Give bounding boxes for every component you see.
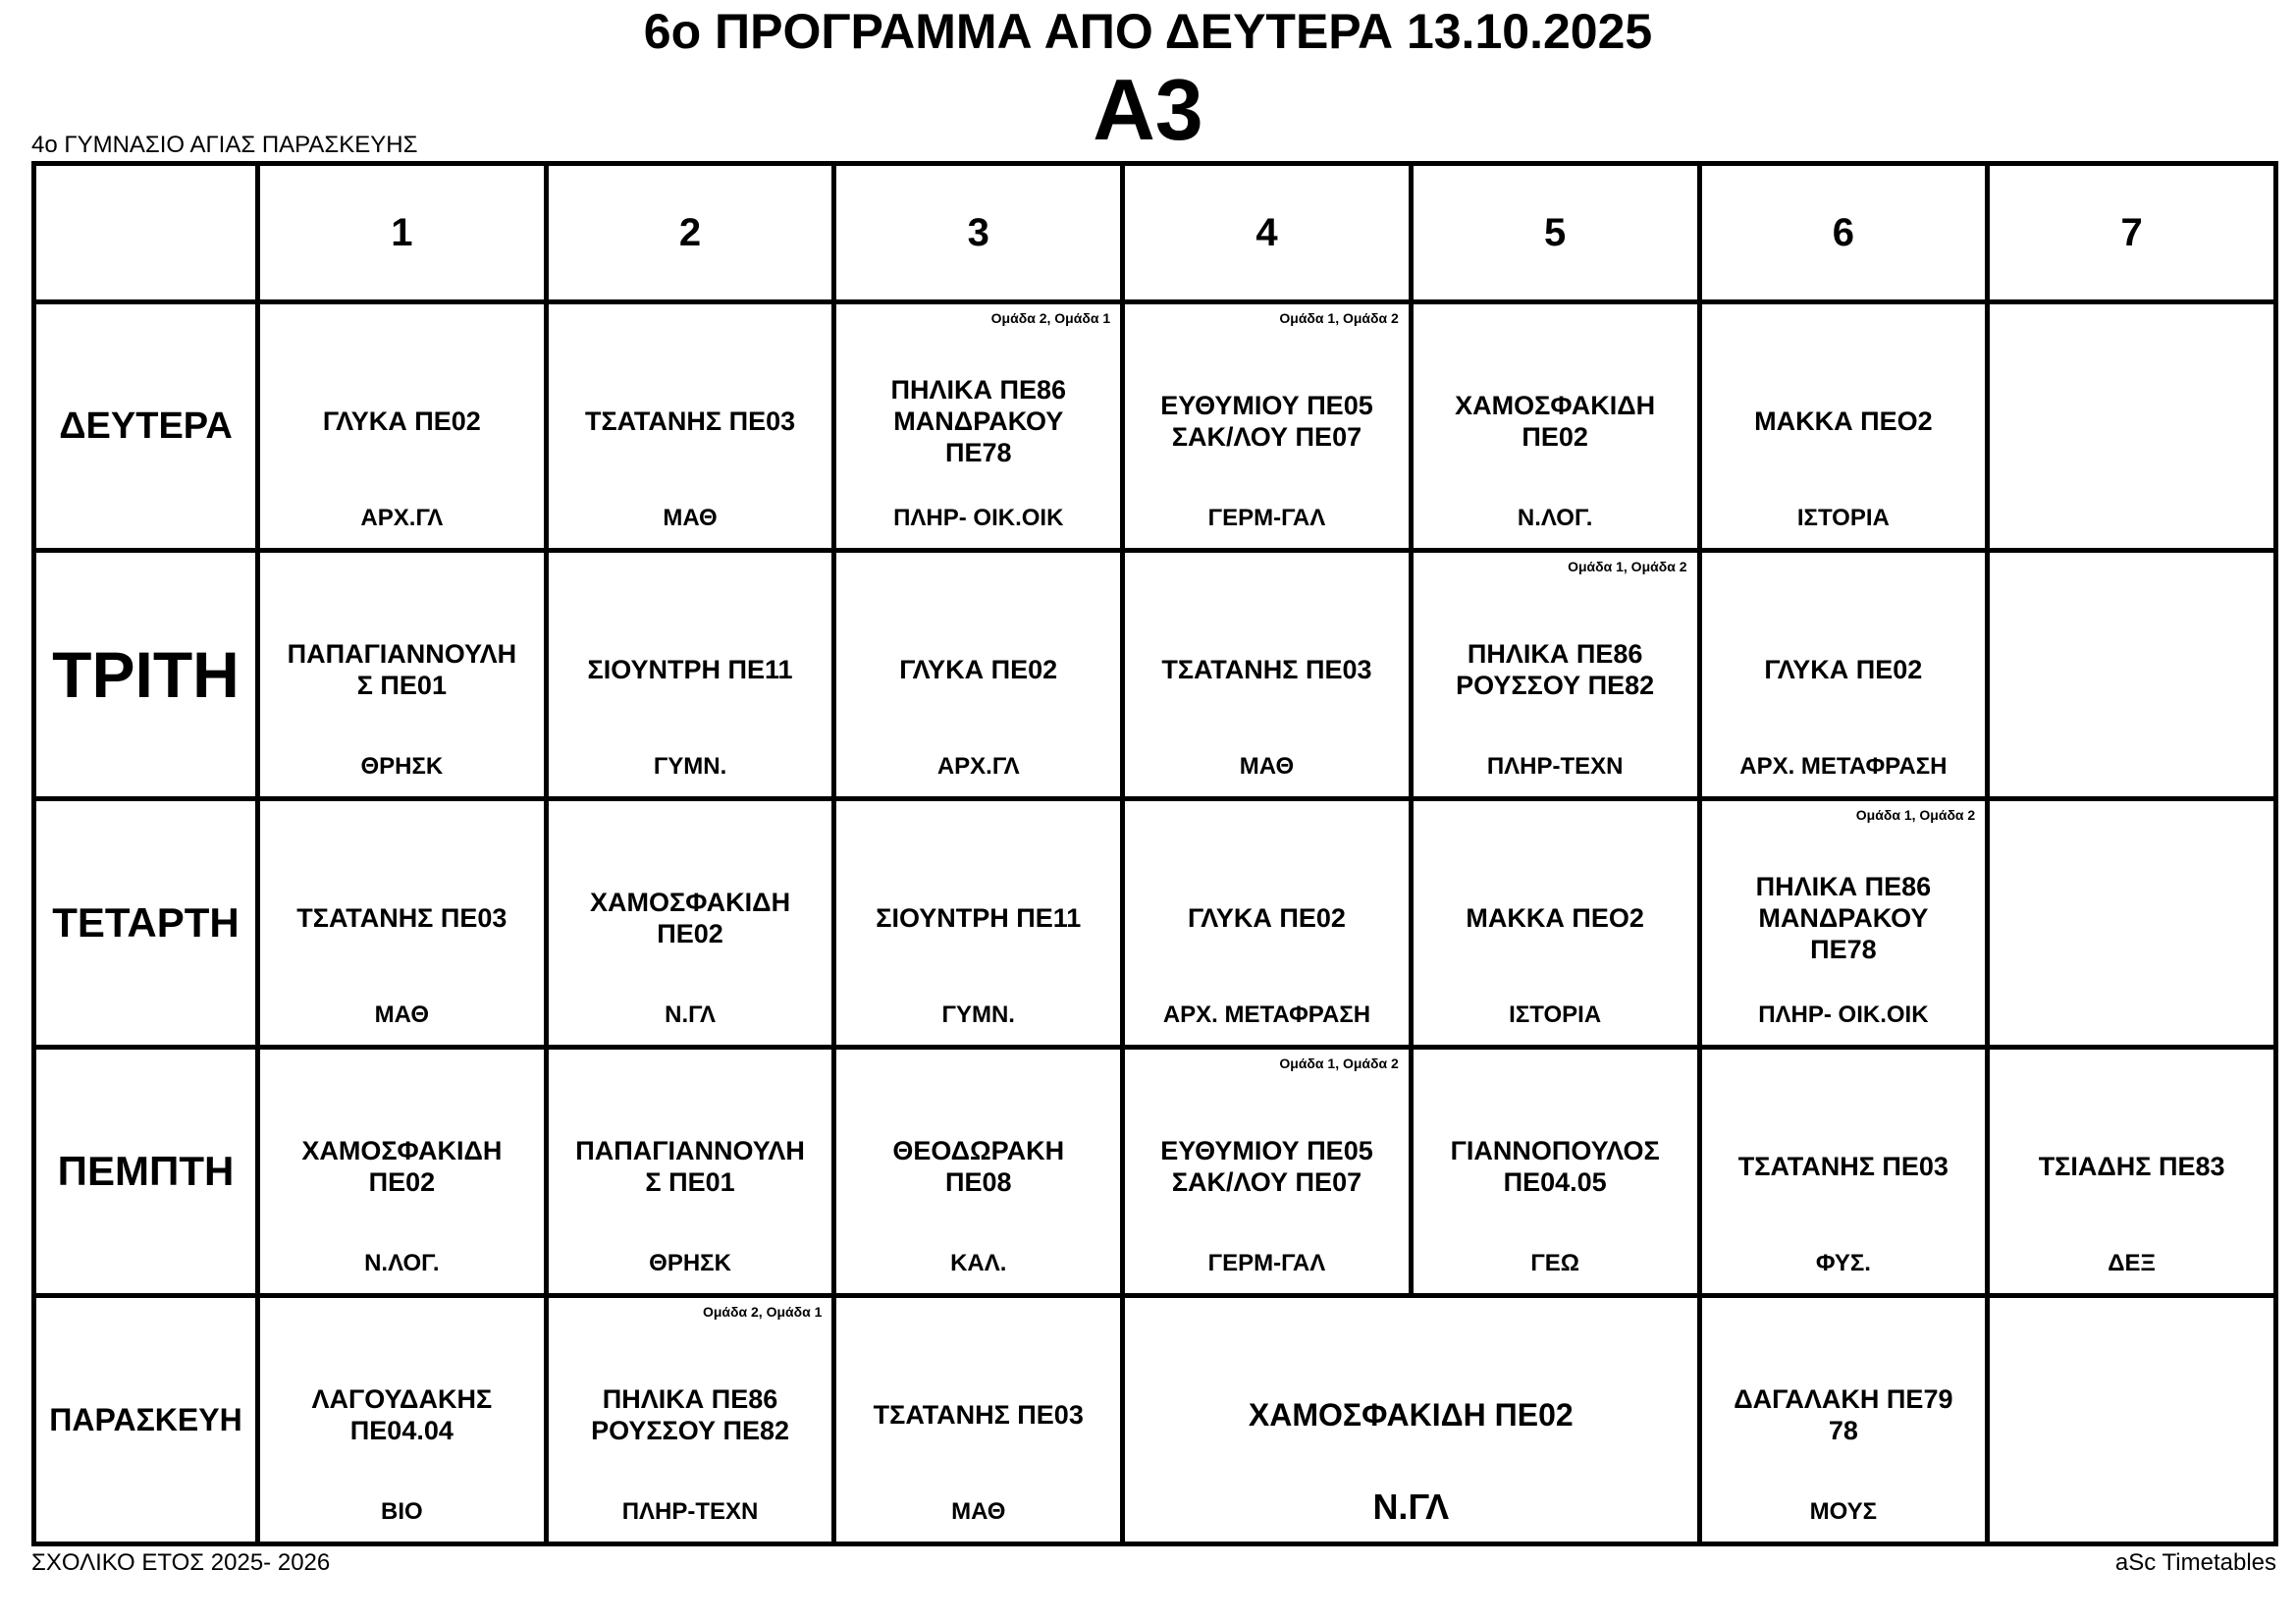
period-header: 6: [1699, 164, 1988, 302]
day-label: ΔΕΥΤΕΡΑ: [34, 302, 258, 551]
teacher-name: ΜΑΚΚΑ ΠΕΟ2: [1754, 406, 1933, 437]
teacher-name: [1994, 1366, 2269, 1463]
lesson-cell: [834, 302, 1123, 551]
subject-name: ΓΥΜΝ.: [941, 1001, 1015, 1028]
school-year: ΣΧΟΛΙΚΟ ΕΤΟΣ 2025- 2026: [31, 1549, 331, 1576]
lesson-cell: [1988, 799, 2276, 1048]
lesson-cell: [1699, 1048, 1988, 1296]
lesson-cell: [258, 799, 547, 1048]
day-row: [34, 799, 2276, 1048]
group-label: Ομάδα 1, Ομάδα 2: [1855, 807, 1976, 823]
teacher-name: ΤΣΑΤΑΝΗΣ ΠΕ03: [1737, 1152, 1949, 1182]
subject-name: ΓΕΩ: [1530, 1250, 1579, 1276]
subject-name: ΓΕΡΜ-ΓΑΛ: [1207, 1250, 1326, 1276]
teacher-name: ΜΑΚΚΑ ΠΕΟ2: [1466, 903, 1644, 934]
subject-name: Ν.ΓΛ: [665, 1001, 716, 1028]
lesson-cell: [1123, 1296, 1699, 1544]
class-name: Α3: [1093, 61, 1203, 158]
subject-name: ΙΣΤΟΡΙΑ: [1509, 1001, 1602, 1028]
subject-name: ΦΥΣ.: [1815, 1250, 1871, 1276]
subject-name: ΔΕΞ: [2108, 1250, 2156, 1276]
day-label: ΤΕΤΑΡΤΗ: [34, 799, 258, 1048]
lesson-cell: [1699, 551, 1988, 799]
teacher-name: ΓΛΥΚΑ ΠΕ02: [1188, 903, 1346, 934]
day-label: ΠΕΜΠΤΗ: [34, 1048, 258, 1296]
subject-name: ΑΡΧ. ΜΕΤΑΦΡΑΣΗ: [1739, 753, 1948, 780]
lesson-cell: [258, 302, 547, 551]
subject-name: ΠΛΗΡ-ΤΕΧΝ: [621, 1498, 759, 1525]
teacher-name: ΤΣΑΤΑΝΗΣ ΠΕ03: [584, 406, 796, 437]
teacher-name: ΠΗΛΙΚΑ ΠΕ86 ΡΟΥΣΣΟΥ ΠΕ82: [591, 1384, 790, 1446]
teacher-name: ΤΣΑΤΑΝΗΣ ΠΕ03: [296, 903, 507, 934]
software-credit: aSc Timetables: [2114, 1549, 2276, 1576]
group-label: Ομάδα 1, Ομάδα 2: [1568, 559, 1687, 574]
lesson-cell: [834, 1296, 1123, 1544]
teacher-name: [1994, 372, 2269, 469]
teacher-name: ΓΛΥΚΑ ΠΕ02: [322, 406, 481, 437]
lesson-cell: [1699, 799, 1988, 1048]
teacher-name: [1994, 621, 2269, 718]
teacher-name: ΓΙΑΝΝΟΠΟΥΛΟΣ ΠΕ04.05: [1450, 1136, 1660, 1198]
teacher-name: ΠΗΛΙΚΑ ΠΕ86 ΜΑΝΔΡΑΚΟΥ ΠΕ78: [890, 375, 1067, 468]
day-row: [34, 1048, 2276, 1296]
teacher-name: ΧΑΜΟΣΦΑΚΙΔΗ ΠΕ02: [1248, 1397, 1574, 1434]
teacher-name: ΣΙΟΥΝΤΡΗ ΠΕ11: [876, 903, 1082, 934]
teacher-name: ΧΑΜΟΣΦΑΚΙΔΗ ΠΕ02: [1455, 391, 1656, 453]
teacher-name: ΕΥΘΥΜΙΟΥ ΠΕ05 ΣΑΚ/ΛΟΥ ΠΕ07: [1160, 1136, 1373, 1198]
group-label: Ομάδα 1, Ομάδα 2: [1279, 310, 1399, 326]
period-header: 5: [1411, 164, 1699, 302]
day-row: [34, 551, 2276, 799]
lesson-cell: [546, 302, 834, 551]
subject-name: ΘΡΗΣΚ: [360, 753, 444, 780]
lesson-cell: [258, 551, 547, 799]
teacher-name: ΛΑΓΟΥΔΑΚΗΣ ΠΕ04.04: [311, 1384, 493, 1446]
lesson-cell: [1123, 302, 1412, 551]
subject-name: ΠΛΗΡ- ΟΙΚ.ΟΙΚ: [1758, 1001, 1929, 1028]
group-label: Ομάδα 1, Ομάδα 2: [1279, 1055, 1399, 1071]
subject-name: Ν.ΓΛ: [1372, 1487, 1450, 1527]
group-label: Ομάδα 2, Ομάδα 1: [990, 310, 1111, 326]
subject-name: ΒΙΟ: [381, 1498, 423, 1525]
subject-name: Ν.ΛΟΓ.: [1517, 505, 1593, 531]
lesson-cell: [1411, 799, 1699, 1048]
lesson-cell: [258, 1296, 547, 1544]
lesson-cell: [1411, 551, 1699, 799]
period-header: 2: [546, 164, 834, 302]
school-name: 4ο ΓΥΜΝΑΣΙΟ ΑΓΙΑΣ ΠΑΡΑΣΚΕΥΗΣ: [31, 132, 418, 158]
teacher-name: ΠΑΠΑΓΙΑΝΝΟΥΛΗ Σ ΠΕ01: [287, 639, 517, 701]
subject-name: ΚΑΛ.: [950, 1250, 1007, 1276]
teacher-name: ΔΑΓΑΛΑΚΗ ΠΕ79 78: [1734, 1384, 1953, 1446]
subject-name: ΜΑΘ: [951, 1498, 1006, 1525]
lesson-cell: [546, 1296, 834, 1544]
lesson-cell: [1411, 302, 1699, 551]
lesson-cell: [546, 799, 834, 1048]
day-label: ΠΑΡΑΣΚΕΥΗ: [34, 1296, 258, 1544]
lesson-cell: [1699, 1296, 1988, 1544]
teacher-name: [1994, 869, 2269, 966]
teacher-name: ΠΗΛΙΚΑ ΠΕ86 ΜΑΝΔΡΑΚΟΥ ΠΕ78: [1755, 872, 1932, 965]
lesson-cell: [1988, 1296, 2276, 1544]
teacher-name: ΣΙΟΥΝΤΡΗ ΠΕ11: [587, 655, 793, 685]
subject-name: ΓΥΜΝ.: [653, 753, 727, 780]
lesson-cell: [1988, 302, 2276, 551]
teacher-name: ΓΛΥΚΑ ΠΕ02: [1764, 655, 1923, 685]
day-row: [34, 302, 2276, 551]
teacher-name: ΠΗΛΙΚΑ ΠΕ86 ΡΟΥΣΣΟΥ ΠΕ82: [1456, 639, 1655, 701]
subject-name: ΠΛΗΡ- ΟΙΚ.ΟΙΚ: [893, 505, 1064, 531]
day-row: [34, 1296, 2276, 1544]
lesson-cell: [258, 1048, 547, 1296]
timetable-grid: [31, 161, 2278, 1546]
group-label: Ομάδα 2, Ομάδα 1: [702, 1304, 823, 1320]
period-header: 7: [1988, 164, 2276, 302]
teacher-name: ΧΑΜΟΣΦΑΚΙΔΗ ΠΕ02: [301, 1136, 503, 1198]
subject-name: ΑΡΧ.ΓΛ: [936, 753, 1020, 780]
lesson-cell: [1699, 302, 1988, 551]
teacher-name: ΧΑΜΟΣΦΑΚΙΔΗ ΠΕ02: [590, 888, 791, 949]
day-label: ΤΡΙΤΗ: [34, 551, 258, 799]
lesson-cell: [1988, 1048, 2276, 1296]
subject-name: Ν.ΛΟΓ.: [364, 1250, 440, 1276]
timetable-title: 6ο ΠΡΟΓΡΑΜΜΑ ΑΠΟ ΔΕΥΤΕΡΑ 13.10.2025: [643, 4, 1653, 59]
lesson-cell: [1123, 551, 1412, 799]
subject-name: ΠΛΗΡ-ΤΕΧΝ: [1486, 753, 1624, 780]
corner-cell: [34, 164, 258, 302]
lesson-cell: [1123, 1048, 1412, 1296]
lesson-cell: [834, 1048, 1123, 1296]
subject-name: ΑΡΧ. ΜΕΤΑΦΡΑΣΗ: [1162, 1001, 1371, 1028]
lesson-cell: [834, 799, 1123, 1048]
teacher-name: ΘΕΟΔΩΡΑΚΗ ΠΕ08: [892, 1136, 1065, 1198]
subject-name: ΙΣΤΟΡΙΑ: [1796, 505, 1890, 531]
subject-name: ΓΕΡΜ-ΓΑΛ: [1207, 505, 1326, 531]
teacher-name: ΤΣΑΤΑΝΗΣ ΠΕ03: [1161, 655, 1372, 685]
lesson-cell: [546, 551, 834, 799]
teacher-name: ΤΣΑΤΑΝΗΣ ΠΕ03: [873, 1400, 1084, 1431]
lesson-cell: [1988, 551, 2276, 799]
lesson-cell: [546, 1048, 834, 1296]
period-header: 4: [1123, 164, 1412, 302]
teacher-name: ΕΥΘΥΜΙΟΥ ΠΕ05 ΣΑΚ/ΛΟΥ ΠΕ07: [1160, 391, 1373, 453]
subject-name: ΜΑΘ: [663, 505, 718, 531]
teacher-name: ΤΣΙΑΔΗΣ ΠΕ83: [2038, 1152, 2225, 1182]
subject-name: ΘΡΗΣΚ: [649, 1250, 731, 1276]
subject-name: ΑΡΧ.ΓΛ: [360, 505, 444, 531]
teacher-name: ΓΛΥΚΑ ΠΕ02: [899, 655, 1058, 685]
period-header-row: [34, 164, 2276, 302]
lesson-cell: [1123, 799, 1412, 1048]
lesson-cell: [834, 551, 1123, 799]
teacher-name: ΠΑΠΑΓΙΑΝΝΟΥΛΗ Σ ΠΕ01: [575, 1136, 805, 1198]
subject-name: ΜΑΘ: [374, 1001, 430, 1028]
period-header: 3: [834, 164, 1123, 302]
subject-name: ΜΑΘ: [1239, 753, 1295, 780]
subject-name: ΜΟΥΣ: [1809, 1498, 1878, 1525]
period-header: 1: [258, 164, 547, 302]
lesson-cell: [1411, 1048, 1699, 1296]
